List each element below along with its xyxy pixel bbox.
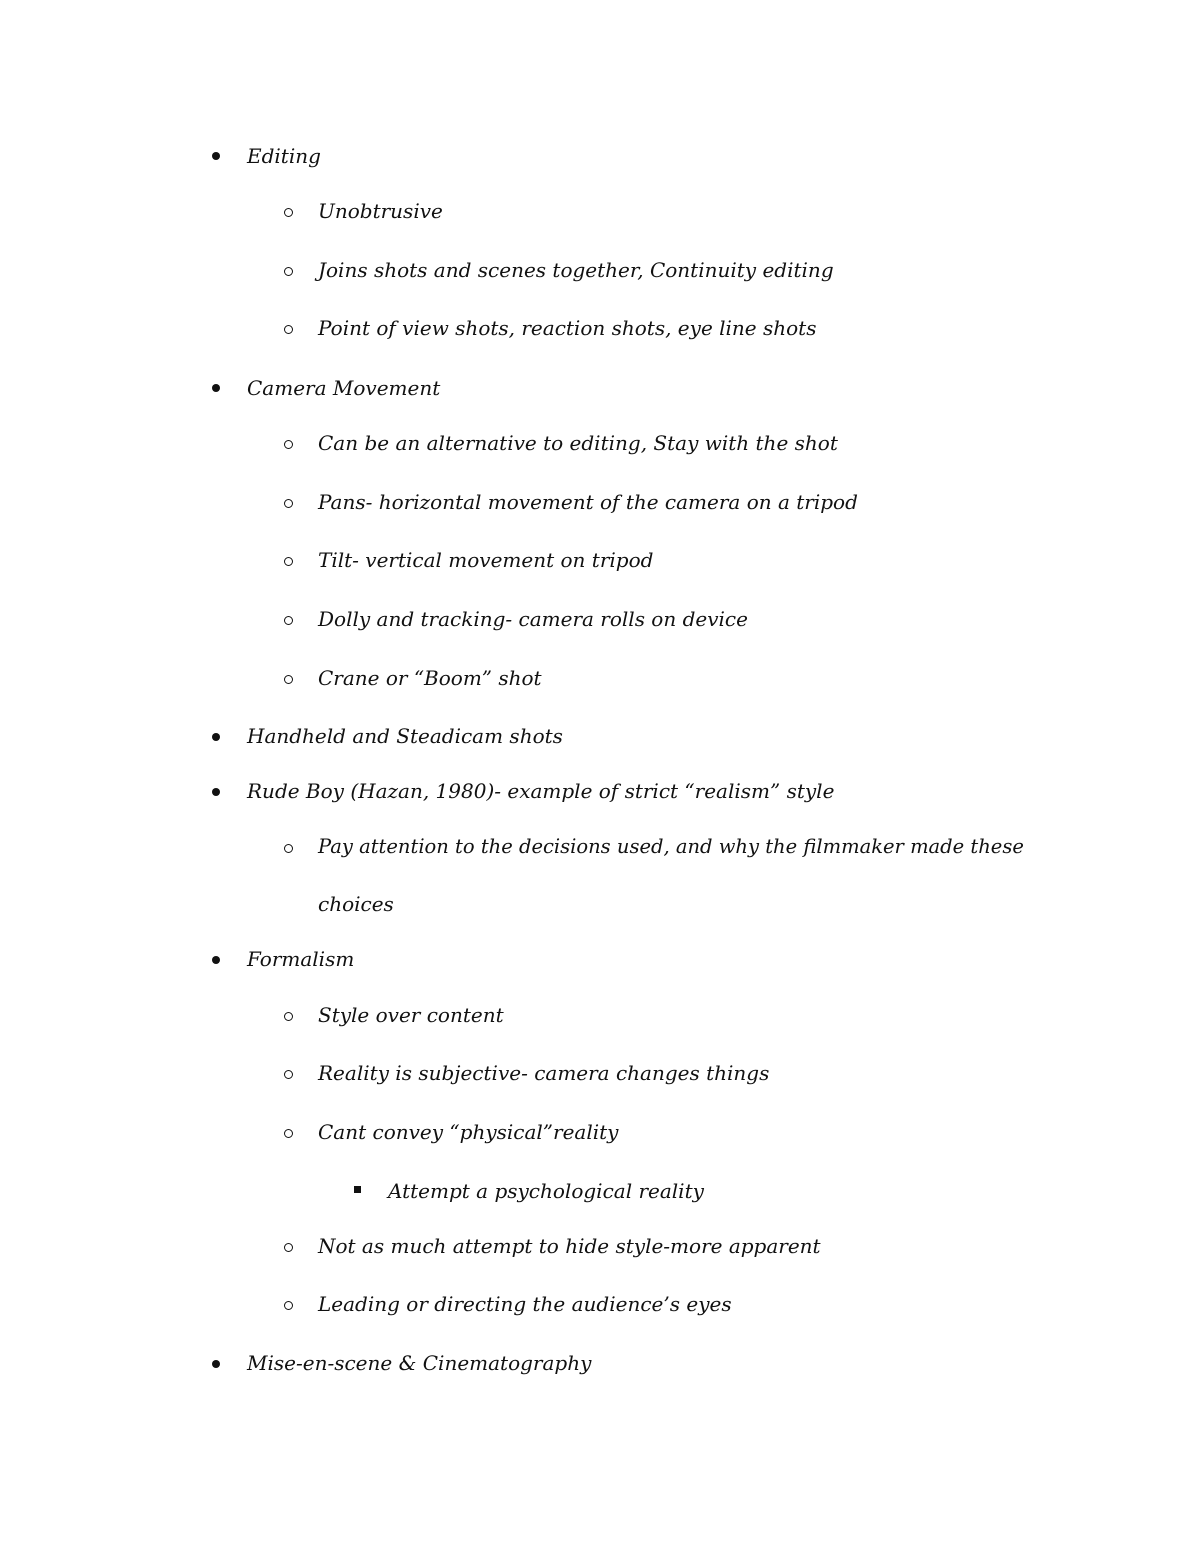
sub-list-item: Can be an alternative to editing, Stay with the shot: [318, 431, 838, 455]
bullet-icon: [212, 384, 220, 392]
sub-list-item: Style over content: [318, 1003, 504, 1027]
sub-list-item: Crane or “Boom” shot: [318, 666, 542, 690]
circle-bullet-icon: [284, 844, 293, 853]
circle-bullet-icon: [284, 557, 293, 566]
square-bullet-icon: [354, 1186, 361, 1193]
circle-bullet-icon: [284, 1129, 293, 1138]
bullet-icon: [212, 733, 220, 741]
list-item: Camera Movement: [247, 376, 441, 400]
circle-bullet-icon: [284, 440, 293, 449]
sub-list-item: Tilt- vertical movement on tripod: [318, 548, 654, 572]
circle-bullet-icon: [284, 1070, 293, 1079]
list-item: Rude Boy (Hazan, 1980)- example of strict “realism” style: [247, 779, 835, 803]
sub-list-item: Leading or directing the audience’s eyes: [318, 1292, 732, 1316]
list-item: Handheld and Steadicam shots: [247, 724, 563, 748]
list-item: Mise-en-scene & Cinematography: [247, 1351, 592, 1375]
sub-list-item: Unobtrusive: [318, 199, 443, 223]
circle-bullet-icon: [284, 208, 293, 217]
bullet-icon: [212, 788, 220, 796]
sub-list-item-continuation: choices: [318, 892, 394, 916]
circle-bullet-icon: [284, 675, 293, 684]
list-item: Editing: [247, 144, 321, 168]
sub-list-item: Joins shots and scenes together, Continuity editing: [318, 258, 834, 282]
sub-list-item: Pans- horizontal movement of the camera on a tripod: [318, 490, 858, 514]
list-item: Formalism: [247, 947, 355, 971]
circle-bullet-icon: [284, 616, 293, 625]
sub-list-item: Pay attention to the decisions used, and why the filmmaker made these: [318, 835, 1024, 858]
circle-bullet-icon: [284, 325, 293, 334]
circle-bullet-icon: [284, 1301, 293, 1310]
sub-list-item: Point of view shots, reaction shots, eye line shots: [318, 316, 817, 340]
circle-bullet-icon: [284, 267, 293, 276]
sub-list-item: Dolly and tracking- camera rolls on device: [318, 607, 748, 631]
sub-list-item: Not as much attempt to hide style-more apparent: [318, 1234, 821, 1258]
bullet-icon: [212, 152, 220, 160]
circle-bullet-icon: [284, 499, 293, 508]
bullet-icon: [212, 1360, 220, 1368]
sub-list-item: Reality is subjective- camera changes things: [318, 1061, 770, 1085]
sub-sub-list-item: Attempt a psychological reality: [388, 1179, 704, 1203]
bullet-icon: [212, 956, 220, 964]
sub-list-item: Cant convey “physical”reality: [318, 1120, 619, 1144]
circle-bullet-icon: [284, 1243, 293, 1252]
circle-bullet-icon: [284, 1012, 293, 1021]
